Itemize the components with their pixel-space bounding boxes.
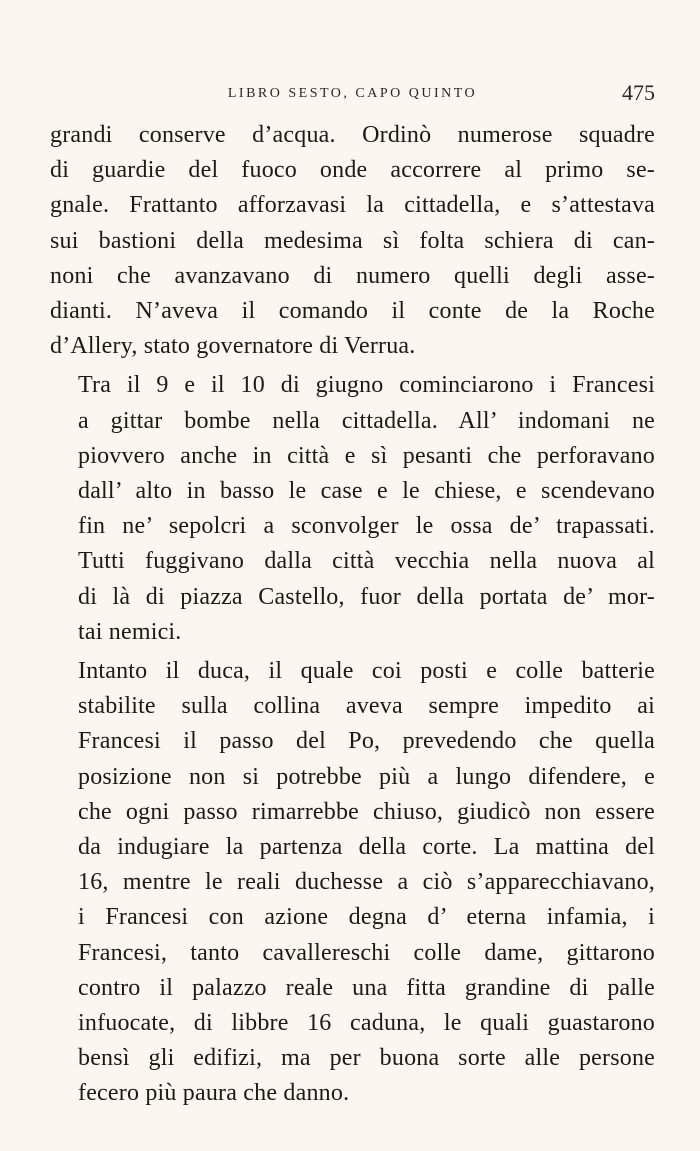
text-line: contro il palazzo reale una fitta grandine di palle	[78, 974, 655, 1001]
text-line: bensì gli edifizi, ma per buona sorte alle persone	[78, 1045, 655, 1072]
text-line: stabilite sulla collina aveva sempre impedito ai	[78, 693, 655, 720]
paragraph-1	[50, 118, 655, 364]
text-line: piovvero anche in città e sì pesanti che perforavano	[78, 442, 655, 469]
text-line: a gittar bombe nella cittadella. All’ indomani ne	[78, 407, 655, 434]
body-text	[50, 118, 655, 1112]
text-line: fin ne’ sepolcri a sconvolger le ossa de’ trapassati.	[78, 513, 655, 540]
paragraph-2	[50, 368, 655, 650]
text-line: tai nemici.	[78, 618, 182, 645]
text-line: da indugiare la partenza della corte. La mattina del	[78, 834, 655, 861]
page-number: 475	[622, 80, 655, 105]
text-line: 16, mentre le reali duchesse a ciò s’apparecchiavano,	[78, 869, 655, 896]
running-head	[50, 80, 655, 108]
text-line: Francesi il passo del Po, prevedendo che quella	[78, 728, 655, 755]
text-line: posizione non si potrebbe più a lungo difendere, e	[78, 763, 655, 790]
text-line: che ogni passo rimarrebbe chiuso, giudicò non essere	[78, 798, 655, 825]
text-line: grandi conserve d’acqua. Ordinò numerose squadre	[50, 122, 655, 148]
text-line: fecero più paura che danno.	[78, 1080, 350, 1107]
running-title: LIBRO SESTO, CAPO QUINTO	[227, 86, 478, 101]
text-line: sui bastioni della medesima sì folta schiera di can-	[50, 227, 655, 254]
text-line: i Francesi con azione degna d’ eterna infamia, i	[78, 904, 655, 931]
text-line: infuocate, di libbre 16 caduna, le quali guastarono	[78, 1010, 655, 1037]
text-line: dall’ alto in basso le case e le chiese, e scendevano	[78, 478, 655, 505]
book-page	[50, 80, 655, 1116]
text-line: gnale. Frattanto afforzavasi la cittadella, e s’attestava	[50, 192, 655, 219]
text-line: dianti. N’aveva il comando il conte de la Roche	[50, 298, 655, 325]
text-line: di là di piazza Castello, fuor della portata de’ mor-	[78, 583, 655, 610]
text-line: Francesi, tanto cavallereschi colle dame, gittarono	[78, 939, 655, 966]
text-line: di guardie del fuoco onde accorrere al primo se-	[50, 157, 655, 184]
text-line: d’Allery, stato governatore di Verrua.	[50, 333, 416, 360]
text-line: Tutti fuggivano dalla città vecchia nella nuova al	[78, 548, 655, 575]
text-line: Intanto il duca, il quale coi posti e colle batterie	[78, 658, 655, 685]
text-line: noni che avanzavano di numero quelli degli asse-	[50, 262, 655, 289]
text-line: Tra il 9 e il 10 di giugno cominciarono i Francesi	[78, 372, 655, 399]
paragraph-3	[50, 654, 655, 1112]
